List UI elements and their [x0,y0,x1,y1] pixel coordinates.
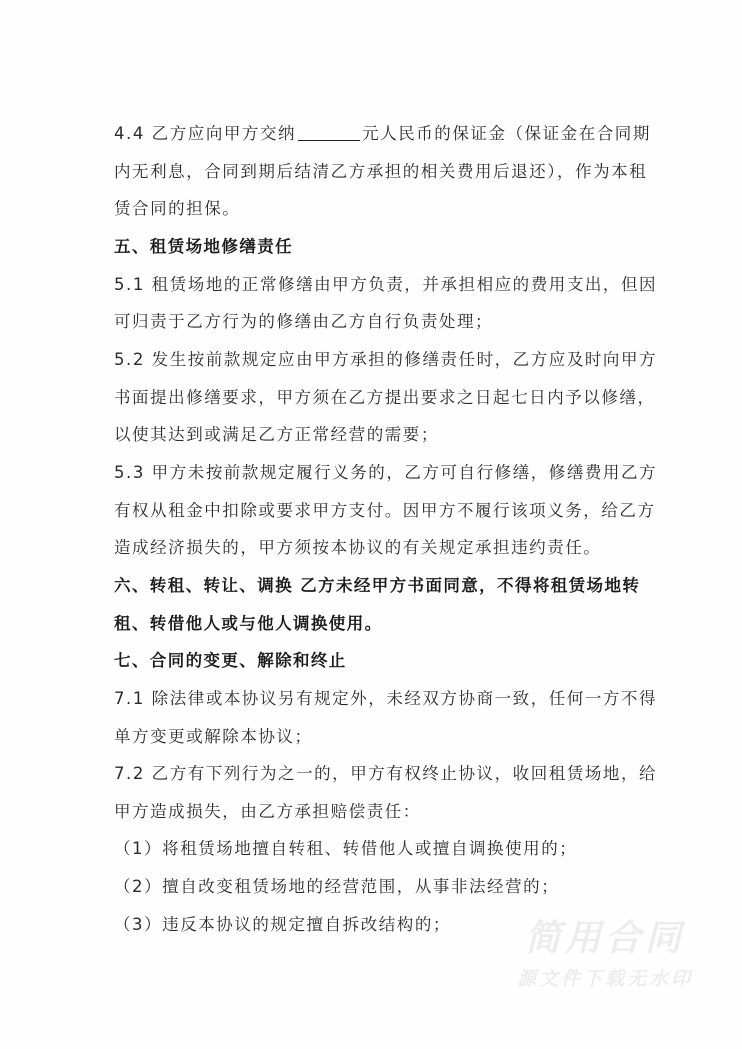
list-item-2: （2）擅自改变租赁场地的经营范围，从事非法经营的； [114,877,560,896]
section-7-heading: 七、合同的变更、解除和终止 [114,651,347,670]
clause-5-1-line-2: 可归责于乙方行为的修缮由乙方自行负责处理； [114,312,494,331]
clause-5-3-line-1: 5.3 甲方未按前款规定履行义务的，乙方可自行修缮，修缮费用乙方 [114,463,658,482]
clause-4-4-line-2: 内无利息，合同到期后结清乙方承担的相关费用后退还），作为本租 [114,162,648,181]
watermark-title: 简用合同 [524,918,685,959]
deposit-amount-blank [298,124,360,141]
list-item-1: （1）将租赁场地擅自转租、转借他人或擅自调换使用的； [114,839,578,858]
clause-5-2-line-3: 以使其达到或满足乙方正常经营的需要； [114,425,439,444]
list-item-3: （3）违反本协议的规定擅自拆改结构的； [114,915,451,934]
clause-4-4-line-1 [114,123,651,145]
section-5-heading: 五、租赁场地修缮责任 [114,237,293,256]
clause-7-2-line-2: 甲方造成损失，由乙方承担赔偿责任： [114,802,421,821]
clause-7-1-line-2: 单方变更或解除本协议； [114,727,313,746]
clause-7-2-line-1: 7.2 乙方有下列行为之一的，甲方有权终止协议，收回租赁场地，给 [114,764,658,783]
clause-4-4-line-3: 赁合同的担保。 [114,199,241,218]
clause-5-3-line-3: 造成经济损失的，甲方须按本协议的有关规定承担违约责任。 [114,538,602,557]
section-6-line-2: 租、转借他人或与他人调换使用。 [114,614,383,633]
clause-5-1-line-1: 5.1 租赁场地的正常修缮由甲方负责，并承担相应的费用支出，但因 [114,275,658,294]
clause-4-4-suffix: 元人民币的保证金（保证金在合同期 [362,124,651,143]
clause-5-3-line-2: 有权从租金中扣除或要求甲方支付。因甲方不履行该项义务，给乙方 [114,501,656,520]
section-6-line-1: 六、转租、转让、调换 乙方未经甲方书面同意，不得将租赁场地转 [114,576,641,595]
clause-4-4-prefix: 4.4 乙方应向甲方交纳 [114,124,297,143]
clause-5-2-line-2: 书面提出修缮要求，甲方须在乙方提出要求之日起七日内予以修缮， [114,388,656,407]
watermark-subtitle: 源文件下载无水印 [516,968,693,990]
clause-7-1-line-1: 7.1 除法律或本协议另有规定外，未经双方协商一致，任何一方不得 [114,689,658,708]
clause-5-2-line-1: 5.2 发生按前款规定应由甲方承担的修缮责任时，乙方应及时向甲方 [114,350,658,369]
